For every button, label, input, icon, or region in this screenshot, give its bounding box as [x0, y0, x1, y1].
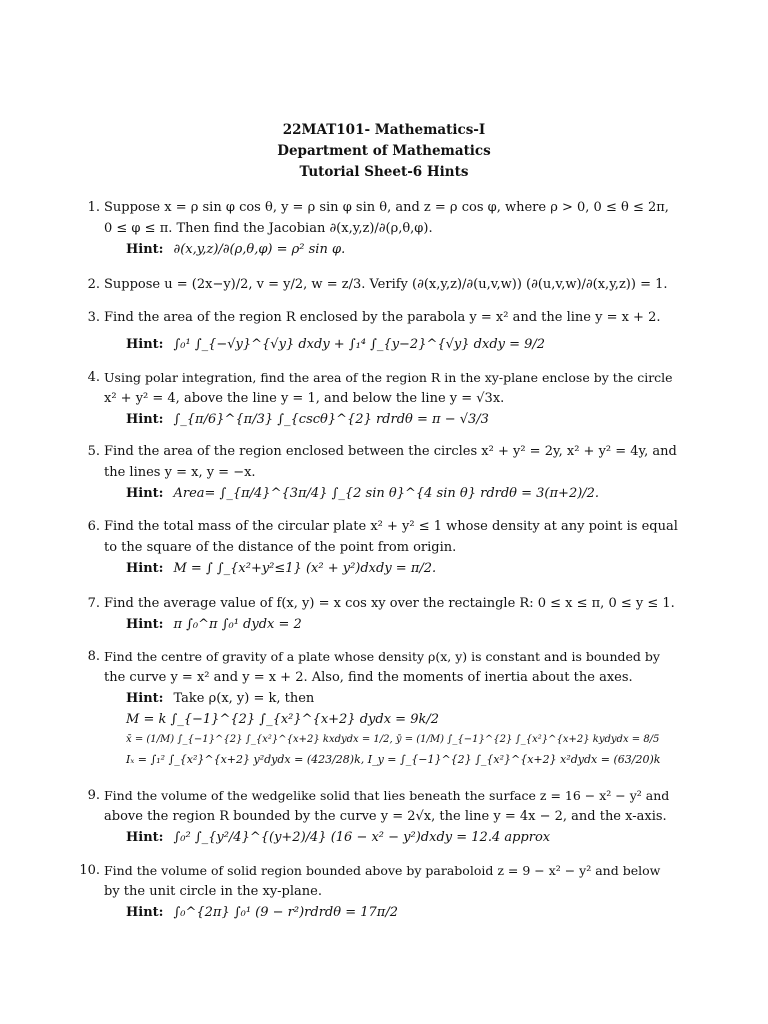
- hint-text: ∫_{π/6}^{π/3} ∫_{cscθ}^{2} rdrdθ = π − √3/3: [173, 412, 489, 427]
- problem-number: 2.: [87, 277, 100, 292]
- hint-text: M = ∫ ∫_{x²+y²≤1} (x² + y²)dxdy = π/2.: [173, 561, 437, 576]
- problem-6: [87, 516, 678, 579]
- problem-text-line: Find the area of the region R enclosed by the parabola y = x² and the line y = x + 2.: [104, 310, 661, 325]
- hint-label: Hint:: [126, 617, 164, 632]
- problem-number: 3.: [87, 310, 100, 325]
- hint-text: π ∫₀^π ∫₀¹ dydx = 2: [173, 617, 302, 632]
- hint-label: Hint:: [126, 691, 164, 706]
- hint-line: [104, 334, 678, 355]
- problem-text-line: the curve y = x² and y = x + 2. Also, find the moments of inertia about the axes.: [104, 670, 633, 685]
- hint-label: Hint:: [126, 830, 164, 845]
- hint-text: Area= ∫_{π/4}^{3π/4} ∫_{2 sin θ}^{4 sin θ} rdrdθ = 3(π+2)/2.: [173, 486, 600, 501]
- hint-line: [104, 688, 678, 709]
- problem-text-line: 0 ≤ φ ≤ π. Then find the Jacobian ∂(x,y,z)/∂(ρ,θ,φ).: [104, 221, 433, 236]
- problem-number: 4.: [87, 370, 100, 385]
- hint-text: ∫₀² ∫_{y²/4}^{(y+2)/4} (16 − x² − y²)dxdy = 12.4 approx: [173, 830, 551, 845]
- hint-line: [104, 902, 678, 923]
- course-title: 22MAT101- Mathematics-I: [282, 122, 486, 138]
- hint-label: Hint:: [126, 905, 164, 920]
- problem-text-line: the lines y = x, y = −x.: [104, 465, 256, 480]
- problem-10: [79, 860, 678, 923]
- hint-label: Hint:: [126, 337, 164, 352]
- problem-number: 7.: [87, 596, 100, 611]
- department-title: Department of Mathematics: [277, 143, 491, 159]
- problem-text-line: Using polar integration, find the area of the region R in the xy-plane enclose by the circle: [104, 370, 673, 385]
- hint-line: [104, 239, 678, 260]
- hint-line: [104, 614, 678, 635]
- problem-number: 1.: [87, 200, 100, 215]
- hint-text: Take ρ(x, y) = k, then: [173, 691, 315, 706]
- sheet-title: Tutorial Sheet-6 Hints: [299, 164, 469, 180]
- hint-label: Hint:: [126, 242, 164, 257]
- problem-text-line: x² + y² = 4, above the line y = 1, and below the line y = √3x.: [104, 391, 505, 406]
- problem-text-line: to the square of the distance of the point from origin.: [104, 540, 457, 555]
- problem-text-line: Find the volume of the wedgelike solid that lies beneath the surface z = 16 − x² − y² and: [104, 788, 670, 803]
- problem-text-line: by the unit circle in the xy-plane.: [104, 884, 322, 899]
- problem-number: 9.: [87, 788, 100, 803]
- problem-2: [87, 274, 678, 295]
- problem-text-line: Find the average value of f(x, y) = x cos xy over the rectaingle R: 0 ≤ x ≤ π, 0 ≤ y ≤ 1.: [104, 596, 675, 611]
- hint-label: Hint:: [126, 561, 164, 576]
- hint-math-line: x̄ = (1/M) ∫_{−1}^{2} ∫_{x²}^{x+2} kxdydx = 1/2, ȳ = (1/M) ∫_{−1}^{2} ∫_{x²}^{x+2} kydydx = 8/5: [126, 734, 660, 745]
- problem-8: [87, 646, 678, 769]
- problem-text-line: Find the total mass of the circular plate x² + y² ≤ 1 whose density at any point is equal: [104, 519, 678, 534]
- problem-text-line: Find the area of the region enclosed between the circles x² + y² = 2y, x² + y² = 4y, and: [104, 444, 677, 459]
- hint-text: ∫₀^{2π} ∫₀¹ (9 − r²)rdrdθ = 17π/2: [173, 905, 398, 920]
- hint-text: ∫₀¹ ∫_{−√y}^{√y} dxdy + ∫₁⁴ ∫_{y−2}^{√y} dxdy = 9/2: [173, 337, 546, 352]
- problem-text-line: Suppose x = ρ sin φ cos θ, y = ρ sin φ sin θ, and z = ρ cos φ, where ρ > 0, 0 ≤ θ ≤ 2π,: [104, 200, 669, 215]
- problem-number: 10.: [79, 863, 100, 878]
- hint-label: Hint:: [126, 486, 164, 501]
- problem-5: [87, 441, 678, 504]
- hint-line: [104, 409, 678, 430]
- problem-1: [87, 197, 678, 260]
- problem-9: [87, 785, 678, 848]
- hint-label: Hint:: [126, 412, 164, 427]
- problem-text-line: Suppose u = (2x−y)/2, v = y/2, w = z/3. Verify (∂(x,y,z)/∂(u,v,w)) (∂(u,v,w)/∂(x,y,z)) = 1.: [104, 277, 668, 292]
- problem-text-line: above the region R bounded by the curve y = 2√x, the line y = 4x − 2, and the x-axis.: [104, 809, 667, 824]
- problem-4: [87, 367, 678, 430]
- hint-math-line: Iₓ = ∫₁² ∫_{x²}^{x+2} y²dydx = (423/28)k, I_y = ∫_{−1}^{2} ∫_{x²}^{x+2} x²dydx = (63/20)k: [126, 753, 661, 766]
- hint-line: [104, 827, 678, 848]
- hint-line: [104, 558, 678, 579]
- problem-number: 5.: [87, 444, 100, 459]
- problem-number: 8.: [87, 649, 100, 664]
- problem-7: [87, 593, 678, 635]
- hint-math-line: M = k ∫_{−1}^{2} ∫_{x²}^{x+2} dydx = 9k/2: [126, 712, 439, 727]
- hint-line: [104, 483, 678, 504]
- problem-number: 6.: [87, 519, 100, 534]
- problem-3: [87, 307, 678, 355]
- hint-text: ∂(x,y,z)/∂(ρ,θ,φ) = ρ² sin φ.: [173, 242, 346, 257]
- problem-text-line: Find the volume of solid region bounded above by paraboloid z = 9 − x² − y² and below: [104, 863, 661, 878]
- problem-text-line: Find the centre of gravity of a plate whose density ρ(x, y) is constant and is bounded by: [104, 649, 660, 664]
